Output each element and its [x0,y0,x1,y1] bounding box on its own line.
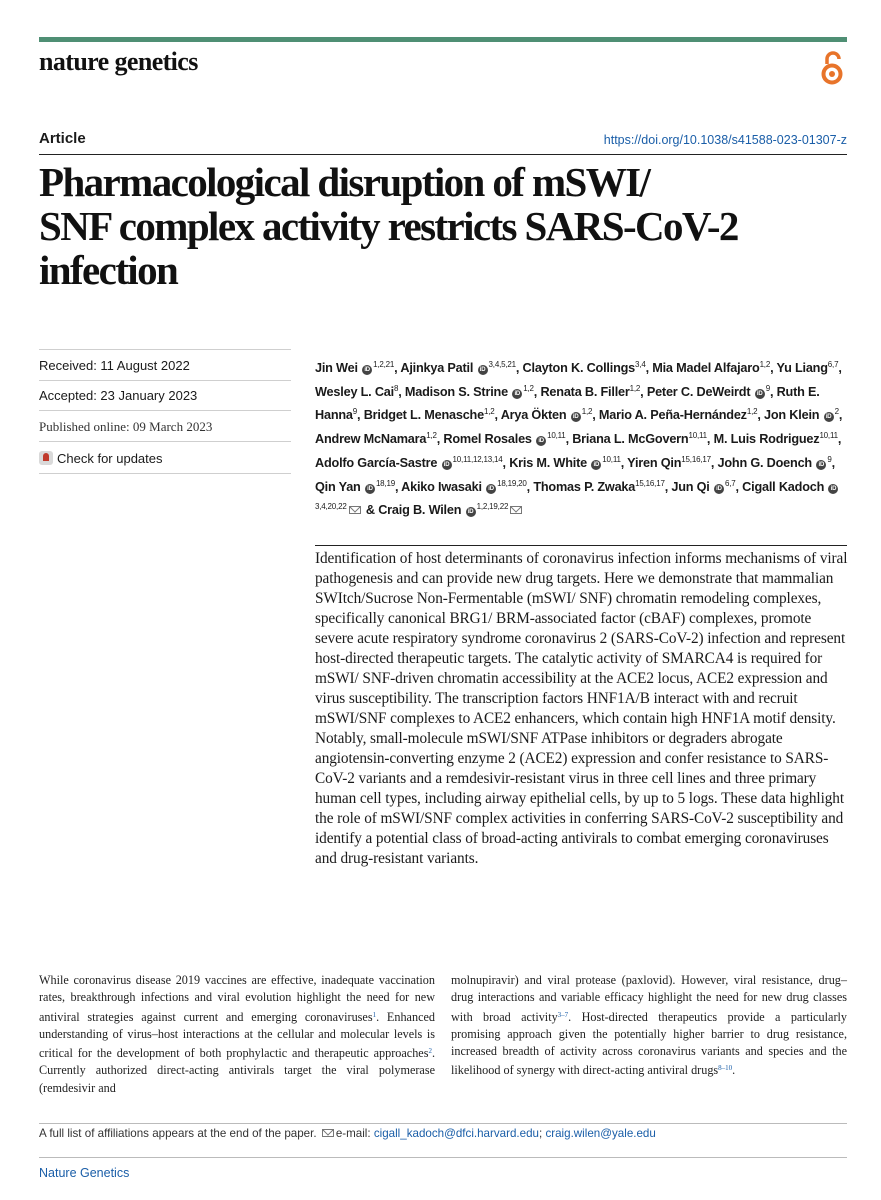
author[interactable] [533,480,664,494]
affiliation-superscript: 1,2 [523,383,534,393]
orcid-icon[interactable]: iD [571,412,581,422]
author-name: Clayton K. Collings [522,361,636,375]
author[interactable] [315,385,398,399]
author-separator: , [710,455,718,470]
author-name: Adolfo García-Sastre [315,455,438,470]
open-access-icon[interactable] [817,50,847,86]
check-updates-label: Check for updates [57,451,163,466]
author-name: Cigall Kadoch [742,479,825,494]
author-separator: , [837,432,842,447]
orcid-icon[interactable]: iD [512,389,522,399]
author-name: Jon Klein [764,408,820,423]
sidebar-divider [39,349,291,350]
author-list [315,355,855,521]
sidebar-divider [39,441,291,442]
author[interactable] [401,480,527,494]
author[interactable] [652,361,770,375]
affiliation-superscript: 1,2 [759,360,771,369]
reference-link[interactable]: 3–7 [557,1010,569,1019]
reference-link[interactable]: 2 [428,1047,432,1056]
author[interactable] [718,456,832,470]
author-separator: , [770,361,777,375]
author[interactable] [315,480,395,494]
accepted-date: Accepted: 23 January 2023 [39,388,198,403]
author-separator: , [398,384,405,399]
author-separator: , [645,361,653,375]
title-line-1: Pharmacological disruption of mSWI/ [39,159,650,205]
title-line-3: infection [39,247,178,293]
affiliation-superscript: 9 [827,454,832,464]
body-text: . [732,1063,736,1078]
reference-link[interactable]: 1 [372,1010,377,1019]
author-name: Craig B. Wilen [378,503,462,518]
author-name: Romel Rosales [443,432,532,447]
orcid-icon[interactable]: iD [362,365,372,375]
email-label: e-mail: [335,1127,374,1140]
orcid-icon[interactable]: iD [828,484,838,494]
affiliation-superscript: 10,11,12,13,14 [452,454,503,464]
author[interactable] [501,408,593,422]
check-updates-button[interactable] [39,451,163,466]
author-separator: , [664,479,672,494]
author-separator: , [394,479,402,494]
author-name: Briana L. McGovern [572,432,689,447]
author-separator: , [735,479,743,494]
affiliation-superscript: 10,11 [688,431,707,441]
email-icon[interactable] [510,506,522,514]
body-column-1 [39,972,435,1097]
email-link-kadoch[interactable]: cigall_kadoch@dfci.harvard.edu [373,1127,539,1140]
affiliation-superscript: 6,7 [827,360,839,369]
author-name: Mario A. Peña-Hernández [598,408,747,423]
author[interactable] [509,456,621,470]
orcid-icon[interactable]: iD [816,460,826,470]
author-name: Wesley L. Cai [315,384,394,399]
author[interactable] [315,432,437,446]
author-name: Madison S. Strine [404,384,508,399]
author-separator: , [640,384,647,399]
author-separator: , [831,455,835,470]
title-divider [39,154,847,155]
body-text: molnupiravir) and viral protease (paxlovid). However, viral resistance, drug–drug interactions and variable efficacy highlight the need for new drug classes with broad activity [451,973,847,1024]
author[interactable] [671,480,735,494]
author[interactable] [540,385,640,399]
author-name: John G. Doench [717,455,812,470]
affiliation-superscript: 10,11 [602,454,621,464]
author-name: Yiren Qin [627,455,682,470]
sidebar-divider [39,410,291,411]
abstract-divider [315,545,847,546]
author[interactable] [315,456,503,470]
abstract: Identification of host determinants of coronavirus infection informs mechanisms of viral pathogenesis and can provide new drug targets. Here we demonstrate that mammalian SWItch/Sucrose Non-Fermentable (mSWI/ SNF) chromatin remodeling complexes, specifically canonical BRG1/ BRM-associated factor (cBAF) complexes, promote severe acute respiratory syndrome coronavirus 2 (SARS-CoV-2) infection and represent host-directed therapeutic targets. The catalytic activity of SMARCA4 is required for mSWI/ SNF-driven chromatin accessibility at the ACE2 locus, ACE2 expression and virus susceptibility. The transcription factors HNF1A/B interact with and recruit mSWI/SNF complexes to ACE2 enhancers, which contain high HNF1A motif density. Notably, small-molecule mSWI/SNF ATPase inhibitors or degraders abrogate angiotensin-converting enzyme 2 (ACE2) expression and confer resistance to SARS-CoV-2 variants and a remdesivir-resistant virus in three cell lines and three primary human cell types, including airway epithelial cells, by up to 5 logs. These data highlight the role of mSWI/SNF complex activities in conferring SARS-CoV-2 susceptibility and identify a potential class of broad-acting antivirals to combat emerging coronaviruses and drug-resistant variants. [315,550,848,867]
author[interactable] [378,503,524,517]
body-column-2 [451,972,847,1080]
author[interactable] [776,360,842,375]
body-text: . Currently authorized direct-acting antivirals target the viral polymerase (remdesivir and [39,1046,435,1095]
author[interactable] [599,408,757,422]
author-separator: , [526,479,534,494]
author-name: Qin Yan [315,479,361,494]
orcid-icon[interactable]: iD [536,436,546,446]
orcid-icon[interactable]: iD [714,484,724,494]
affiliation-superscript: 1,2 [629,383,641,393]
affiliation-superscript: 18,19 [375,478,395,488]
author-separator: , [706,432,714,447]
body-text: While coronavirus disease 2019 vaccines are effective, inadequate vaccination rates, breakthrough infections and viral evolution highlight the need for new antiviral strategies against current and emerging coronaviruses [39,973,435,1024]
author-name: Ruth E. Hanna [315,384,820,423]
author[interactable] [443,432,565,446]
author-separator: , [757,408,765,423]
footnote-text: A full list of affiliations appears at the end of the paper. [39,1127,317,1140]
author-name: M. Luis Rodriguez [713,432,820,447]
affiliation-superscript: 9 [352,407,358,417]
affiliation-superscript: 10,11 [547,431,566,441]
affiliation-superscript: 1,2,21 [373,360,395,369]
affiliation-superscript: 1,2 [746,407,758,417]
footer-journal-name[interactable]: Nature Genetics [39,1166,130,1180]
doi-link[interactable]: https://doi.org/10.1038/s41588-023-01307-z [603,133,847,147]
body-text: . Host-directed therapeutics provide a particularly promising approach given the potentially higher barrier to drug resistance, increased breadth of activity across coronavirus variants and species and the likelihood of synergy with direct-acting antiviral drugs [451,1009,847,1078]
author[interactable] [523,361,646,375]
affiliation-superscript: 1,2 [426,431,437,441]
affiliation-superscript: 1,2,19,22 [476,502,509,512]
reference-link[interactable]: 8–10 [718,1064,733,1073]
author-name: Yu Liang [776,361,828,375]
header-rule [39,37,847,42]
affiliations-footnote [39,1127,656,1140]
author-separator: , [502,455,510,470]
affiliation-superscript: 8 [393,383,399,393]
author-separator: , [515,361,523,375]
check-updates-icon [39,451,53,465]
orcid-icon[interactable]: iD [755,389,765,399]
footnote-divider [39,1123,847,1124]
affiliation-superscript: 1,2 [581,407,593,417]
author[interactable] [364,408,495,422]
email-link-wilen[interactable]: craig.wilen@yale.edu [545,1127,656,1140]
author-name: Arya Ökten [500,408,567,423]
received-date: Received: 11 August 2022 [39,358,190,373]
orcid-icon[interactable]: iD [591,460,601,470]
author-name: Renata B. Filler [540,384,630,399]
published-date: Published online: 09 March 2023 [39,419,213,434]
author[interactable] [572,432,707,446]
author-name: Akiko Iwasaki [401,479,482,494]
orcid-icon[interactable]: iD [824,412,834,422]
author-separator: , [533,384,541,399]
author-separator: , [838,408,843,423]
author-name: Bridget L. Menasche [363,408,484,423]
author-name: Peter C. DeWeirdt [646,384,751,399]
affiliation-superscript: 2 [834,407,839,417]
author-name: Ajinkya Patil [400,361,474,375]
author-name: Thomas P. Zwaka [533,479,636,494]
affiliation-superscript: 9 [765,383,770,393]
author-separator: , [620,455,628,470]
footer-divider [39,1157,847,1158]
email-icon[interactable] [349,506,361,514]
author[interactable] [764,408,839,422]
affiliation-superscript: 3,4,20,22 [315,502,347,512]
author-separator: , [769,384,777,399]
author[interactable] [714,432,838,446]
author-separator: & [362,503,379,518]
author-separator: , [565,432,573,447]
email-separator: ; [539,1127,546,1140]
author[interactable] [315,361,394,375]
author[interactable] [627,456,711,470]
affiliation-superscript: 18,19,20 [497,478,527,488]
sidebar-divider [39,380,291,381]
orcid-icon[interactable]: iD [486,484,496,494]
affiliation-superscript: 15,16,17 [681,454,711,464]
author-name: Jin Wei [315,361,358,375]
title-line-2: SNF complex activity restricts SARS-CoV-2 [39,203,738,249]
author-name: Mia Madel Alfajaro [652,361,760,375]
affiliation-superscript: 15,16,17 [635,478,665,488]
orcid-icon[interactable]: iD [478,365,488,375]
author-separator: , [436,432,444,447]
article-type: Article [39,130,86,147]
article-title [39,160,839,292]
author-name: Kris M. White [509,455,587,470]
affiliation-superscript: 3,4 [635,360,646,369]
affiliation-superscript: 3,4,5,21 [488,360,516,369]
body-text: . Enhanced understanding of virus–host interactions at the cellular and molecular levels is critical for the development of both prophylactic and therapeutic approaches [39,1009,435,1061]
author-separator: , [494,408,501,423]
author[interactable] [405,385,534,399]
orcid-icon[interactable]: iD [365,484,375,494]
email-icon [322,1129,334,1137]
author-name: Andrew McNamara [315,432,427,447]
journal-logo[interactable]: nature genetics [39,47,198,76]
author[interactable] [400,361,516,375]
author-separator: , [838,361,842,375]
affiliation-superscript: 6,7 [724,478,736,488]
author-separator: , [592,408,599,423]
orcid-icon[interactable]: iD [466,507,476,517]
author-separator: , [394,361,401,375]
affiliation-superscript: 1,2 [483,407,495,417]
author-separator: , [357,408,364,423]
orcid-icon[interactable]: iD [442,460,452,470]
affiliation-superscript: 10,11 [819,431,838,441]
author[interactable] [647,385,770,399]
author-name: Jun Qi [671,479,710,494]
sidebar-divider [39,473,291,474]
